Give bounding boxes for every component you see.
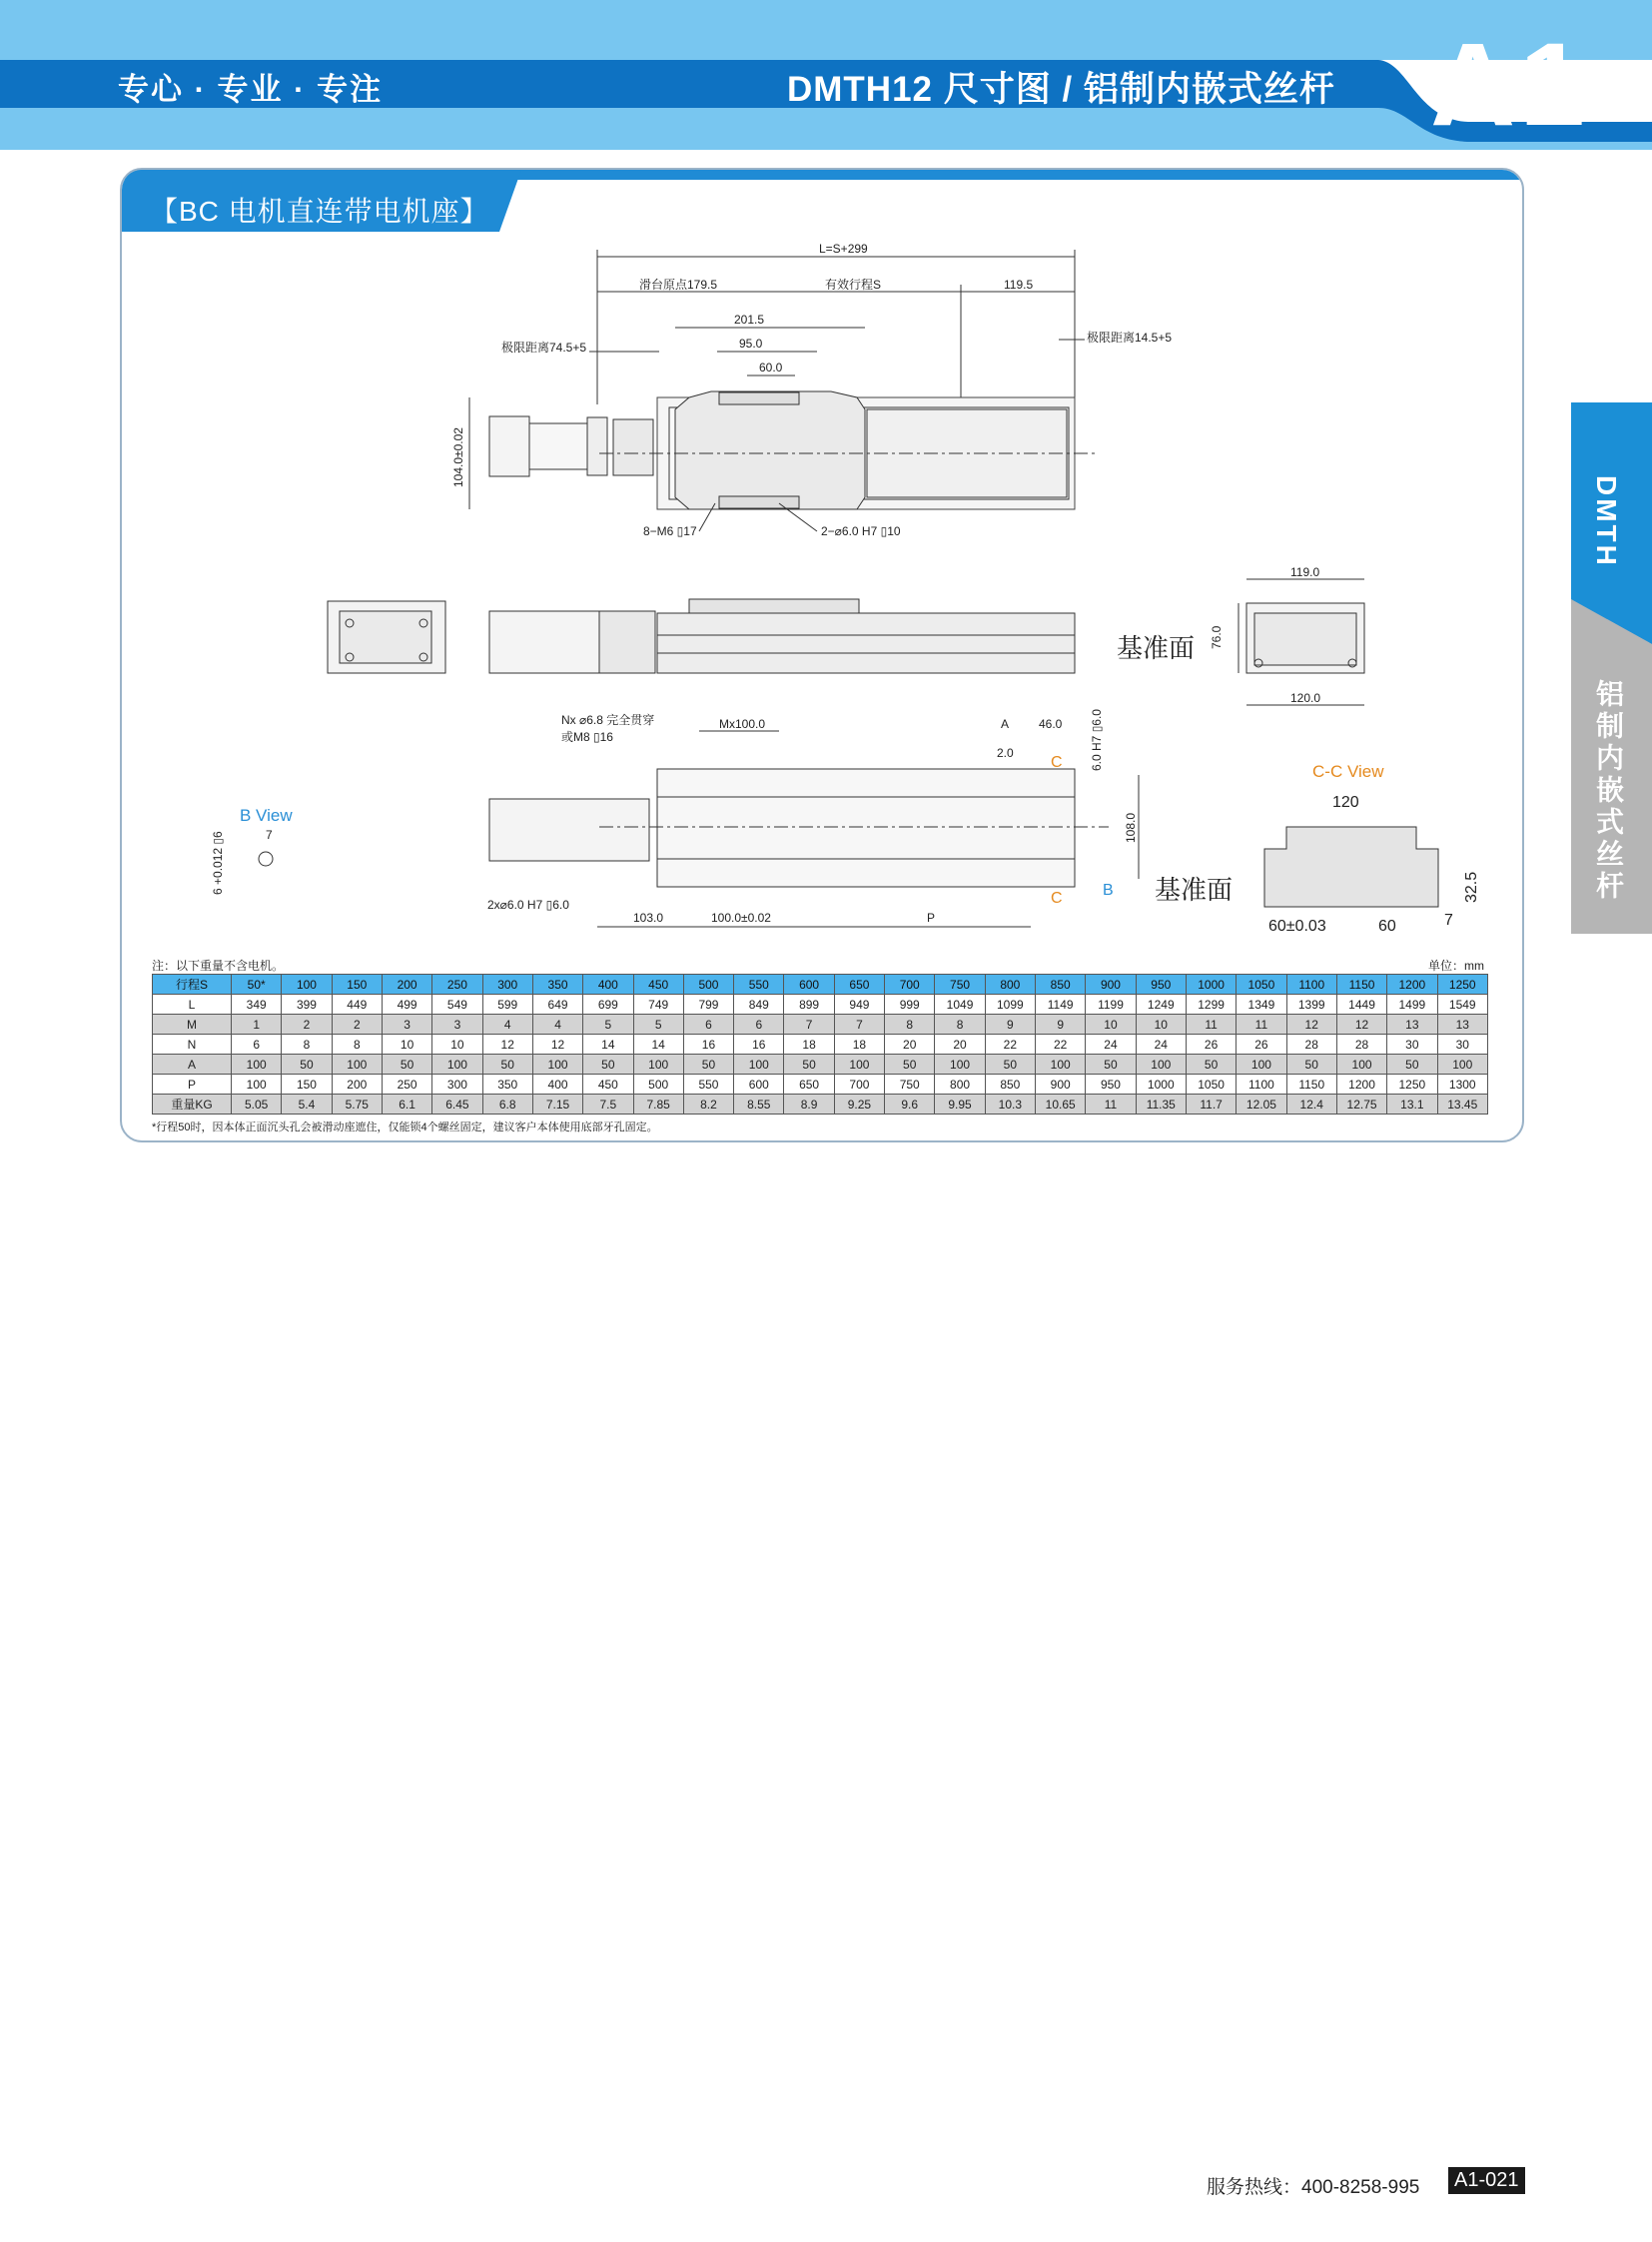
table-cell: 9 [985, 1015, 1035, 1035]
table-cell: 950 [1086, 1075, 1136, 1095]
table-cell: 1099 [985, 995, 1035, 1015]
table-cell: 9.25 [834, 1095, 884, 1115]
table-header-cell: 1050 [1237, 975, 1286, 995]
table-cell: 3 [382, 1015, 431, 1035]
datum-label-1: 基准面 [1117, 633, 1196, 663]
table-cell: 8 [885, 1015, 935, 1035]
view-mark-b: B [1103, 882, 1114, 899]
table-cell: 10 [1136, 1015, 1186, 1035]
dim-103: 103.0 [633, 911, 664, 925]
table-header-cell: 150 [332, 975, 382, 995]
table-cell: 6 [232, 1035, 282, 1055]
table-cell: 699 [583, 995, 633, 1015]
table-cell: 8.55 [734, 1095, 784, 1115]
table-cell: 8.9 [784, 1095, 834, 1115]
side-tab-code-label: DMTH [1591, 475, 1622, 568]
b-view-w: 7 [266, 828, 273, 842]
table-cell: 1200 [1336, 1075, 1386, 1095]
table-cell: 26 [1237, 1035, 1286, 1055]
table-header-cell: 600 [784, 975, 834, 995]
dim-limit-right: 极限距离14.5+5 [1087, 331, 1173, 345]
table-cell: 12 [1286, 1015, 1336, 1035]
page-number: A1-021 [1448, 2167, 1525, 2194]
table-cell: 250 [382, 1075, 431, 1095]
table-cell: 30 [1387, 1035, 1437, 1055]
section-mark-c2: C [1051, 890, 1063, 907]
table-cell: 399 [282, 995, 332, 1015]
table-header-cell: 800 [985, 975, 1035, 995]
table-row-label: P [153, 1075, 232, 1095]
table-cell: 10 [1086, 1015, 1136, 1035]
table-header-cell: 100 [282, 975, 332, 995]
table-cell: 7.15 [532, 1095, 582, 1115]
table-cell: 649 [532, 995, 582, 1015]
dim-201-5: 201.5 [734, 313, 765, 327]
side-tab-title-label: 铝制内嵌式丝杆 [1593, 679, 1624, 903]
table-row-label: N [153, 1035, 232, 1055]
table-header-cell: 300 [482, 975, 532, 995]
table-cell: 11 [1086, 1095, 1136, 1115]
table-cell: 1199 [1086, 995, 1136, 1015]
spec-table [152, 974, 1488, 1115]
table-cell: 50 [1186, 1055, 1236, 1075]
b-view [211, 806, 293, 895]
table-header-cell: 250 [432, 975, 482, 995]
table-cell: 1100 [1237, 1075, 1286, 1095]
table-cell: 100 [834, 1055, 884, 1075]
table-note: 注：以下重量不含电机。 [152, 959, 285, 973]
callout-pin2: 2x⌀6.0 H7 ▯6.0 [487, 898, 569, 912]
table-cell: 50 [282, 1055, 332, 1075]
table-cell: 10.65 [1036, 1095, 1086, 1115]
table-cell: 799 [683, 995, 733, 1015]
table-cell: 50 [1086, 1055, 1136, 1075]
table-cell: 5.4 [282, 1095, 332, 1115]
table-cell: 6 [683, 1015, 733, 1035]
table-row [153, 1055, 1488, 1075]
table-cell: 850 [985, 1075, 1035, 1095]
service-hotline: 服务热线：400-8258-995 [1207, 2177, 1420, 2198]
table-cell: 28 [1286, 1035, 1336, 1055]
table-cell: 100 [232, 1075, 282, 1095]
dim-stroke: 有效行程S [825, 278, 882, 292]
table-cell: 7 [834, 1015, 884, 1035]
dim-slide-origin: 滑台原点179.5 [639, 278, 718, 292]
table-cell: 5.05 [232, 1095, 282, 1115]
table-header-cell: 400 [583, 975, 633, 995]
table-cell: 12.05 [1237, 1095, 1286, 1115]
table-cell: 1000 [1136, 1075, 1186, 1095]
dim-2: 2.0 [997, 746, 1014, 760]
table-cell: 26 [1186, 1035, 1236, 1055]
table-cell: 100 [232, 1055, 282, 1075]
table-cell: 500 [633, 1075, 683, 1095]
dim-46: 46.0 [1039, 717, 1063, 731]
table-cell: 999 [885, 995, 935, 1015]
dim-total: L=S+299 [819, 242, 868, 256]
table-cell: 100 [633, 1055, 683, 1075]
table-header-cell: 1000 [1186, 975, 1236, 995]
table-cell: 1250 [1387, 1075, 1437, 1095]
b-view-title: B View [240, 806, 293, 825]
table-cell: 100 [1036, 1055, 1086, 1075]
table-header-cell: 50* [232, 975, 282, 995]
dim-p: P [927, 911, 936, 925]
table-cell: 8.2 [683, 1095, 733, 1115]
table-cell: 100 [935, 1055, 985, 1075]
table-cell: 50 [985, 1055, 1035, 1075]
table-cell: 300 [432, 1075, 482, 1095]
dim-end-base: 120.0 [1290, 691, 1321, 705]
table-header-cell: 200 [382, 975, 431, 995]
table-header-row [153, 975, 1488, 995]
table-row-label: A [153, 1055, 232, 1075]
cc-view-title: C-C View [1312, 762, 1384, 781]
table-cell: 12 [1336, 1015, 1386, 1035]
table-header-cell: 1200 [1387, 975, 1437, 995]
table-cell: 22 [1036, 1035, 1086, 1055]
table-cell: 1150 [1286, 1075, 1336, 1095]
cc-view-w: 120 [1332, 794, 1359, 811]
table-cell: 350 [482, 1075, 532, 1095]
table-header-cell: 500 [683, 975, 733, 995]
table-cell: 3 [432, 1015, 482, 1035]
table-cell: 10 [432, 1035, 482, 1055]
table-cell: 11.35 [1136, 1095, 1186, 1115]
dim-end-w: 119.0 [1290, 565, 1320, 579]
callout-nx: Nx ⌀6.8 完全贯穿 [561, 713, 655, 727]
table-cell: 749 [633, 995, 683, 1015]
table-cell: 12 [482, 1035, 532, 1055]
table-row [153, 1035, 1488, 1055]
section-code: A1 [1430, 19, 1589, 151]
table-cell: 12.75 [1336, 1095, 1386, 1115]
table-cell: 50 [784, 1055, 834, 1075]
bottom-view [487, 709, 1233, 927]
panel-title: 【BC 电机直连带电机座】 [150, 196, 489, 227]
table-cell: 7.5 [583, 1095, 633, 1115]
dimension-drawing [0, 0, 1652, 979]
top-view [451, 242, 1172, 538]
table-cell: 50 [1286, 1055, 1336, 1075]
table-row-label: M [153, 1015, 232, 1035]
table-header-cell: 650 [834, 975, 884, 995]
table-cell: 6.45 [432, 1095, 482, 1115]
table-cell: 13 [1387, 1015, 1437, 1035]
table-cell: 7 [784, 1015, 834, 1035]
table-cell: 24 [1086, 1035, 1136, 1055]
table-cell: 1299 [1186, 995, 1236, 1015]
table-cell: 7.85 [633, 1095, 683, 1115]
dim-60: 60.0 [759, 361, 783, 374]
table-cell: 200 [332, 1075, 382, 1095]
table-cell: 50 [683, 1055, 733, 1075]
table-cell: 14 [633, 1035, 683, 1055]
table-header-cell: 950 [1136, 975, 1186, 995]
table-cell: 8 [332, 1035, 382, 1055]
callout-m6: 8−M6 ▯17 [643, 524, 697, 538]
table-cell: 13.45 [1437, 1095, 1488, 1115]
dim-mx: Mx100.0 [719, 717, 766, 731]
table-cell: 8 [935, 1015, 985, 1035]
table-header-cell: 1250 [1437, 975, 1488, 995]
table-cell: 28 [1336, 1035, 1386, 1055]
table-cell: 100 [734, 1055, 784, 1075]
table-cell: 900 [1036, 1075, 1086, 1095]
table-cell: 50 [482, 1055, 532, 1075]
table-cell: 50 [583, 1055, 633, 1075]
dim-6h7: 6.0 H7 ▯6.0 [1090, 709, 1104, 771]
table-cell: 1149 [1036, 995, 1086, 1015]
table-cell: 6.1 [382, 1095, 431, 1115]
table-cell: 1449 [1336, 995, 1386, 1015]
dim-height: 104.0±0.02 [451, 427, 465, 487]
table-row [153, 1075, 1488, 1095]
brand-slogan: 专心 · 专业 · 专注 [118, 72, 384, 107]
table-cell: 1399 [1286, 995, 1336, 1015]
table-unit-note: 单位：mm [1428, 959, 1484, 973]
cc-view-a: 60±0.03 [1268, 918, 1326, 935]
dim-end-h: 76.0 [1210, 625, 1224, 649]
table-cell: 4 [482, 1015, 532, 1035]
callout-m8: 或M8 ▯16 [561, 730, 613, 744]
dim-a: A [1001, 717, 1010, 731]
table-cell: 849 [734, 995, 784, 1015]
table-cell: 50 [1387, 1055, 1437, 1075]
table-row-label: L [153, 995, 232, 1015]
table-cell: 1 [232, 1015, 282, 1035]
dim-limit-left: 极限距离74.5+5 [501, 341, 587, 355]
cc-view-b: 60 [1378, 918, 1396, 935]
table-cell: 5 [583, 1015, 633, 1035]
table-cell: 2 [282, 1015, 332, 1035]
table-header-cell: 1100 [1286, 975, 1336, 995]
dim-right-len: 119.5 [1004, 278, 1034, 292]
table-cell: 11 [1237, 1015, 1286, 1035]
table-row-label: 重量KG [153, 1095, 232, 1115]
b-view-tol: 6 +0.012 ▯6 [211, 831, 225, 895]
table-cell: 100 [432, 1055, 482, 1075]
table-cell: 22 [985, 1035, 1035, 1055]
table-cell: 18 [834, 1035, 884, 1055]
table-cell: 5.75 [332, 1095, 382, 1115]
table-cell: 20 [935, 1035, 985, 1055]
section-mark-c1: C [1051, 754, 1063, 771]
table-row [153, 1095, 1488, 1115]
table-cell: 30 [1437, 1035, 1488, 1055]
table-cell: 9 [1036, 1015, 1086, 1035]
table-cell: 100 [1437, 1055, 1488, 1075]
table-cell: 9.95 [935, 1095, 985, 1115]
table-cell: 400 [532, 1075, 582, 1095]
table-cell: 13 [1437, 1015, 1488, 1035]
table-header-cell: 850 [1036, 975, 1086, 995]
table-cell: 549 [432, 995, 482, 1015]
table-cell: 18 [784, 1035, 834, 1055]
table-header-label: 行程S [153, 975, 232, 995]
side-view [328, 565, 1364, 705]
table-cell: 1050 [1186, 1075, 1236, 1095]
table-cell: 100 [332, 1055, 382, 1075]
dim-108: 108.0 [1124, 812, 1138, 843]
cc-view-c: 7 [1444, 912, 1453, 929]
table-row [153, 995, 1488, 1015]
table-cell: 20 [885, 1035, 935, 1055]
table-header-cell: 550 [734, 975, 784, 995]
table-header-cell: 900 [1086, 975, 1136, 995]
table-cell: 600 [734, 1075, 784, 1095]
table-cell: 14 [583, 1035, 633, 1055]
table-cell: 599 [482, 995, 532, 1015]
table-cell: 750 [885, 1075, 935, 1095]
table-cell: 8 [282, 1035, 332, 1055]
table-cell: 349 [232, 995, 282, 1015]
table-cell: 1349 [1237, 995, 1286, 1015]
table-cell: 11.7 [1186, 1095, 1236, 1115]
table-cell: 4 [532, 1015, 582, 1035]
table-cell: 2 [332, 1015, 382, 1035]
table-header-cell: 750 [935, 975, 985, 995]
table-cell: 949 [834, 995, 884, 1015]
table-cell: 5 [633, 1015, 683, 1035]
table-row [153, 1015, 1488, 1035]
table-cell: 550 [683, 1075, 733, 1095]
table-cell: 24 [1136, 1035, 1186, 1055]
table-cell: 700 [834, 1075, 884, 1095]
table-cell: 13.1 [1387, 1095, 1437, 1115]
table-cell: 1049 [935, 995, 985, 1015]
table-cell: 16 [683, 1035, 733, 1055]
page-title: DMTH12 尺寸图 / 铝制内嵌式丝杆 [787, 70, 1335, 109]
table-cell: 899 [784, 995, 834, 1015]
table-cell: 50 [885, 1055, 935, 1075]
table-cell: 10.3 [985, 1095, 1035, 1115]
table-cell: 12.4 [1286, 1095, 1336, 1115]
table-cell: 1249 [1136, 995, 1186, 1015]
table-cell: 9.6 [885, 1095, 935, 1115]
table-cell: 650 [784, 1075, 834, 1095]
table-footnote: *行程50时，因本体正面沉头孔会被滑动座遮住，仅能锁4个螺丝固定，建议客户本体使用底部牙孔固定。 [152, 1121, 658, 1133]
dim-100: 100.0±0.02 [711, 911, 771, 925]
table-cell: 100 [1237, 1055, 1286, 1075]
table-header-cell: 1150 [1336, 975, 1386, 995]
table-header-cell: 450 [633, 975, 683, 995]
table-cell: 800 [935, 1075, 985, 1095]
table-cell: 50 [382, 1055, 431, 1075]
table-cell: 6 [734, 1015, 784, 1035]
table-cell: 1300 [1437, 1075, 1488, 1095]
table-cell: 6.8 [482, 1095, 532, 1115]
table-cell: 11 [1186, 1015, 1236, 1035]
cc-view-h: 32.5 [1463, 871, 1480, 903]
table-header-cell: 700 [885, 975, 935, 995]
datum-label-2: 基准面 [1155, 875, 1234, 905]
table-cell: 12 [532, 1035, 582, 1055]
table-cell: 150 [282, 1075, 332, 1095]
table-header-cell: 350 [532, 975, 582, 995]
table-cell: 449 [332, 995, 382, 1015]
dim-95: 95.0 [739, 337, 763, 351]
table-cell: 16 [734, 1035, 784, 1055]
table-cell: 1549 [1437, 995, 1488, 1015]
table-cell: 10 [382, 1035, 431, 1055]
table-cell: 100 [1136, 1055, 1186, 1075]
table-cell: 100 [532, 1055, 582, 1075]
table-cell: 450 [583, 1075, 633, 1095]
callout-pin: 2−⌀6.0 H7 ▯10 [821, 524, 901, 538]
table-cell: 1499 [1387, 995, 1437, 1015]
table-cell: 100 [1336, 1055, 1386, 1075]
cc-view [1264, 762, 1480, 935]
table-cell: 499 [382, 995, 431, 1015]
